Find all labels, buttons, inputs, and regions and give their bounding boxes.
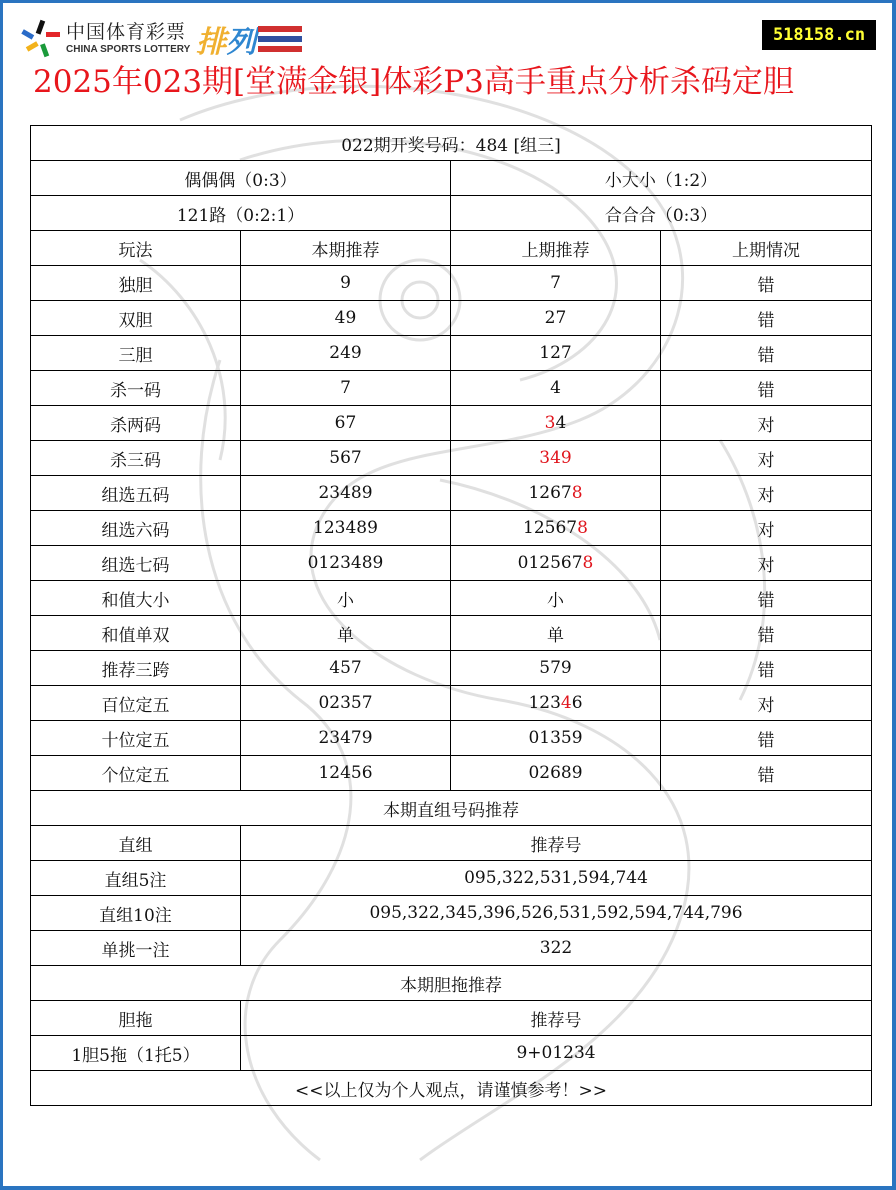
summary-row — [31, 196, 872, 231]
pailie3-logo: 排 列 — [196, 17, 302, 61]
previous-pick — [451, 336, 661, 371]
previous-result: 错 — [661, 756, 872, 791]
previous-pick-rest: 127 — [539, 343, 572, 363]
play-name: 组选六码 — [31, 511, 241, 546]
current-pick: 49 — [241, 301, 451, 336]
previous-result: 错 — [661, 651, 872, 686]
play-name: 杀三码 — [31, 441, 241, 476]
current-pick: 12456 — [241, 756, 451, 791]
previous-pick — [451, 616, 661, 651]
current-pick: 249 — [241, 336, 451, 371]
analysis-row — [31, 756, 872, 791]
previous-pick-rest: 012567 — [517, 553, 583, 573]
previous-pick-rest: 02689 — [528, 763, 583, 783]
header-play: 玩法 — [31, 231, 241, 266]
play-name: 百位定五 — [31, 686, 241, 721]
analysis-header-row — [31, 231, 872, 266]
direct-label: 单挑一注 — [31, 931, 241, 966]
previous-pick-hit: 8 — [582, 553, 594, 573]
page-title: 2025年023期[堂满金银]体彩P3高手重点分析杀码定胆 — [33, 64, 794, 100]
analysis-row — [31, 336, 872, 371]
analysis-row — [31, 581, 872, 616]
analysis-row — [31, 406, 872, 441]
play-name: 组选五码 — [31, 476, 241, 511]
previous-pick — [451, 546, 661, 581]
header-current: 本期推荐 — [241, 231, 451, 266]
direct-numbers: 095,322,531,594,744 — [241, 861, 872, 896]
previous-pick-rest: 4 — [555, 413, 567, 433]
dantuo-section-title: 本期胆拖推荐 — [31, 966, 872, 1001]
analysis-row — [31, 301, 872, 336]
play-name: 和值大小 — [31, 581, 241, 616]
previous-pick — [451, 441, 661, 476]
dantuo-header-numbers: 推荐号 — [241, 1001, 872, 1036]
analysis-row — [31, 616, 872, 651]
direct-row — [31, 931, 872, 966]
dantuo-numbers: 9+01234 — [241, 1036, 872, 1071]
previous-result: 对 — [661, 476, 872, 511]
previous-pick-prefix: 123 — [528, 693, 561, 713]
previous-pick — [451, 406, 661, 441]
previous-pick-hit: 8 — [577, 518, 588, 538]
big-small-pattern: 小大小（1:2） — [451, 161, 872, 196]
lottery-logo — [20, 18, 302, 60]
analysis-row — [31, 651, 872, 686]
previous-pick — [451, 686, 661, 721]
analysis-row — [31, 266, 872, 301]
previous-result: 错 — [661, 616, 872, 651]
previous-pick — [451, 651, 661, 686]
analysis-row — [31, 476, 872, 511]
analysis-row — [31, 721, 872, 756]
direct-numbers: 095,322,345,396,526,531,592,594,744,796 — [241, 896, 872, 931]
direct-label: 直组5注 — [31, 861, 241, 896]
dantuo-header-type: 胆拖 — [31, 1001, 241, 1036]
site-badge: 518158.cn — [762, 20, 876, 50]
logo-chinese-text: 中国体育彩票 — [66, 21, 187, 43]
play-name: 十位定五 — [31, 721, 241, 756]
previous-pick-rest: 1267 — [528, 483, 572, 503]
play-name: 杀两码 — [31, 406, 241, 441]
analysis-row — [31, 686, 872, 721]
play-name: 独胆 — [31, 266, 241, 301]
direct-header-type: 直组 — [31, 826, 241, 861]
direct-label: 直组10注 — [31, 896, 241, 931]
current-pick: 23479 — [241, 721, 451, 756]
dantuo-header-row — [31, 1001, 872, 1036]
previous-pick — [451, 371, 661, 406]
analysis-table — [30, 125, 872, 1106]
previous-pick — [451, 301, 661, 336]
sports-lottery-emblem-icon — [20, 18, 62, 60]
previous-pick-rest: 4 — [550, 378, 561, 398]
previous-result: 对 — [661, 406, 872, 441]
previous-pick — [451, 721, 661, 756]
previous-result: 错 — [661, 371, 872, 406]
previous-result: 错 — [661, 581, 872, 616]
previous-pick-hit: 3 — [544, 413, 556, 433]
dantuo-label: 1胆5拖（1托5） — [31, 1036, 241, 1071]
previous-result: 错 — [661, 336, 872, 371]
logo-english-text: CHINA SPORTS LOTTERY — [66, 44, 191, 55]
previous-pick-rest: 单 — [547, 625, 564, 646]
pailie-text: 排 — [196, 25, 227, 60]
analysis-row — [31, 441, 872, 476]
odd-even-pattern: 偶偶偶（0:3） — [31, 161, 451, 196]
direct-row — [31, 861, 872, 896]
play-name: 三胆 — [31, 336, 241, 371]
direct-row — [31, 896, 872, 931]
header-previous: 上期推荐 — [451, 231, 661, 266]
disclaimer-note: <<以上仅为个人观点，请谨慎参考！>> — [31, 1071, 872, 1106]
dantuo-section-title-row — [31, 966, 872, 1001]
current-pick: 小 — [241, 581, 451, 616]
analysis-row — [31, 511, 872, 546]
play-name: 双胆 — [31, 301, 241, 336]
previous-result: 对 — [661, 511, 872, 546]
previous-result: 对 — [661, 546, 872, 581]
play-name: 和值单双 — [31, 616, 241, 651]
previous-pick-rest: 01359 — [528, 728, 583, 748]
summary-row — [31, 161, 872, 196]
previous-pick — [451, 511, 661, 546]
direct-header-row — [31, 826, 872, 861]
current-pick: 9 — [241, 266, 451, 301]
previous-pick — [451, 476, 661, 511]
previous-pick-rest: 12567 — [523, 518, 578, 538]
previous-result: 错 — [661, 721, 872, 756]
three-bars-icon — [258, 26, 302, 52]
header-result: 上期情况 — [661, 231, 872, 266]
direct-section-title-row — [31, 791, 872, 826]
analysis-row — [31, 546, 872, 581]
previous-pick-rest: 27 — [544, 308, 567, 328]
play-name: 个位定五 — [31, 756, 241, 791]
current-pick: 567 — [241, 441, 451, 476]
previous-pick-hit: 4 — [560, 693, 572, 713]
current-pick: 67 — [241, 406, 451, 441]
draw-result-row — [31, 126, 872, 161]
previous-result: 对 — [661, 441, 872, 476]
current-pick: 457 — [241, 651, 451, 686]
current-pick: 02357 — [241, 686, 451, 721]
current-pick: 单 — [241, 616, 451, 651]
route-pattern: 121路（0:2:1） — [31, 196, 451, 231]
analysis-row — [31, 371, 872, 406]
previous-result: 错 — [661, 266, 872, 301]
draw-result: 022期开奖号码：484 [组三] — [31, 126, 872, 161]
previous-pick-rest: 小 — [547, 590, 564, 611]
direct-section-title: 本期直组号码推荐 — [31, 791, 872, 826]
previous-result: 错 — [661, 301, 872, 336]
current-pick: 123489 — [241, 511, 451, 546]
footer-row — [31, 1071, 872, 1106]
current-pick: 23489 — [241, 476, 451, 511]
prime-composite-pattern: 合合合（0:3） — [451, 196, 872, 231]
previous-pick-hit: 8 — [571, 483, 583, 503]
play-name: 组选七码 — [31, 546, 241, 581]
play-name: 推荐三跨 — [31, 651, 241, 686]
previous-pick-rest: 7 — [550, 273, 561, 293]
direct-header-numbers: 推荐号 — [241, 826, 872, 861]
current-pick: 7 — [241, 371, 451, 406]
previous-pick — [451, 266, 661, 301]
direct-numbers: 322 — [241, 931, 872, 966]
dantuo-row — [31, 1036, 872, 1071]
previous-result: 对 — [661, 686, 872, 721]
previous-pick-rest: 579 — [539, 658, 572, 678]
previous-pick — [451, 581, 661, 616]
previous-pick-hit: 349 — [539, 448, 572, 468]
current-pick: 0123489 — [241, 546, 451, 581]
play-name: 杀一码 — [31, 371, 241, 406]
previous-pick — [451, 756, 661, 791]
previous-pick-rest: 6 — [571, 693, 583, 713]
